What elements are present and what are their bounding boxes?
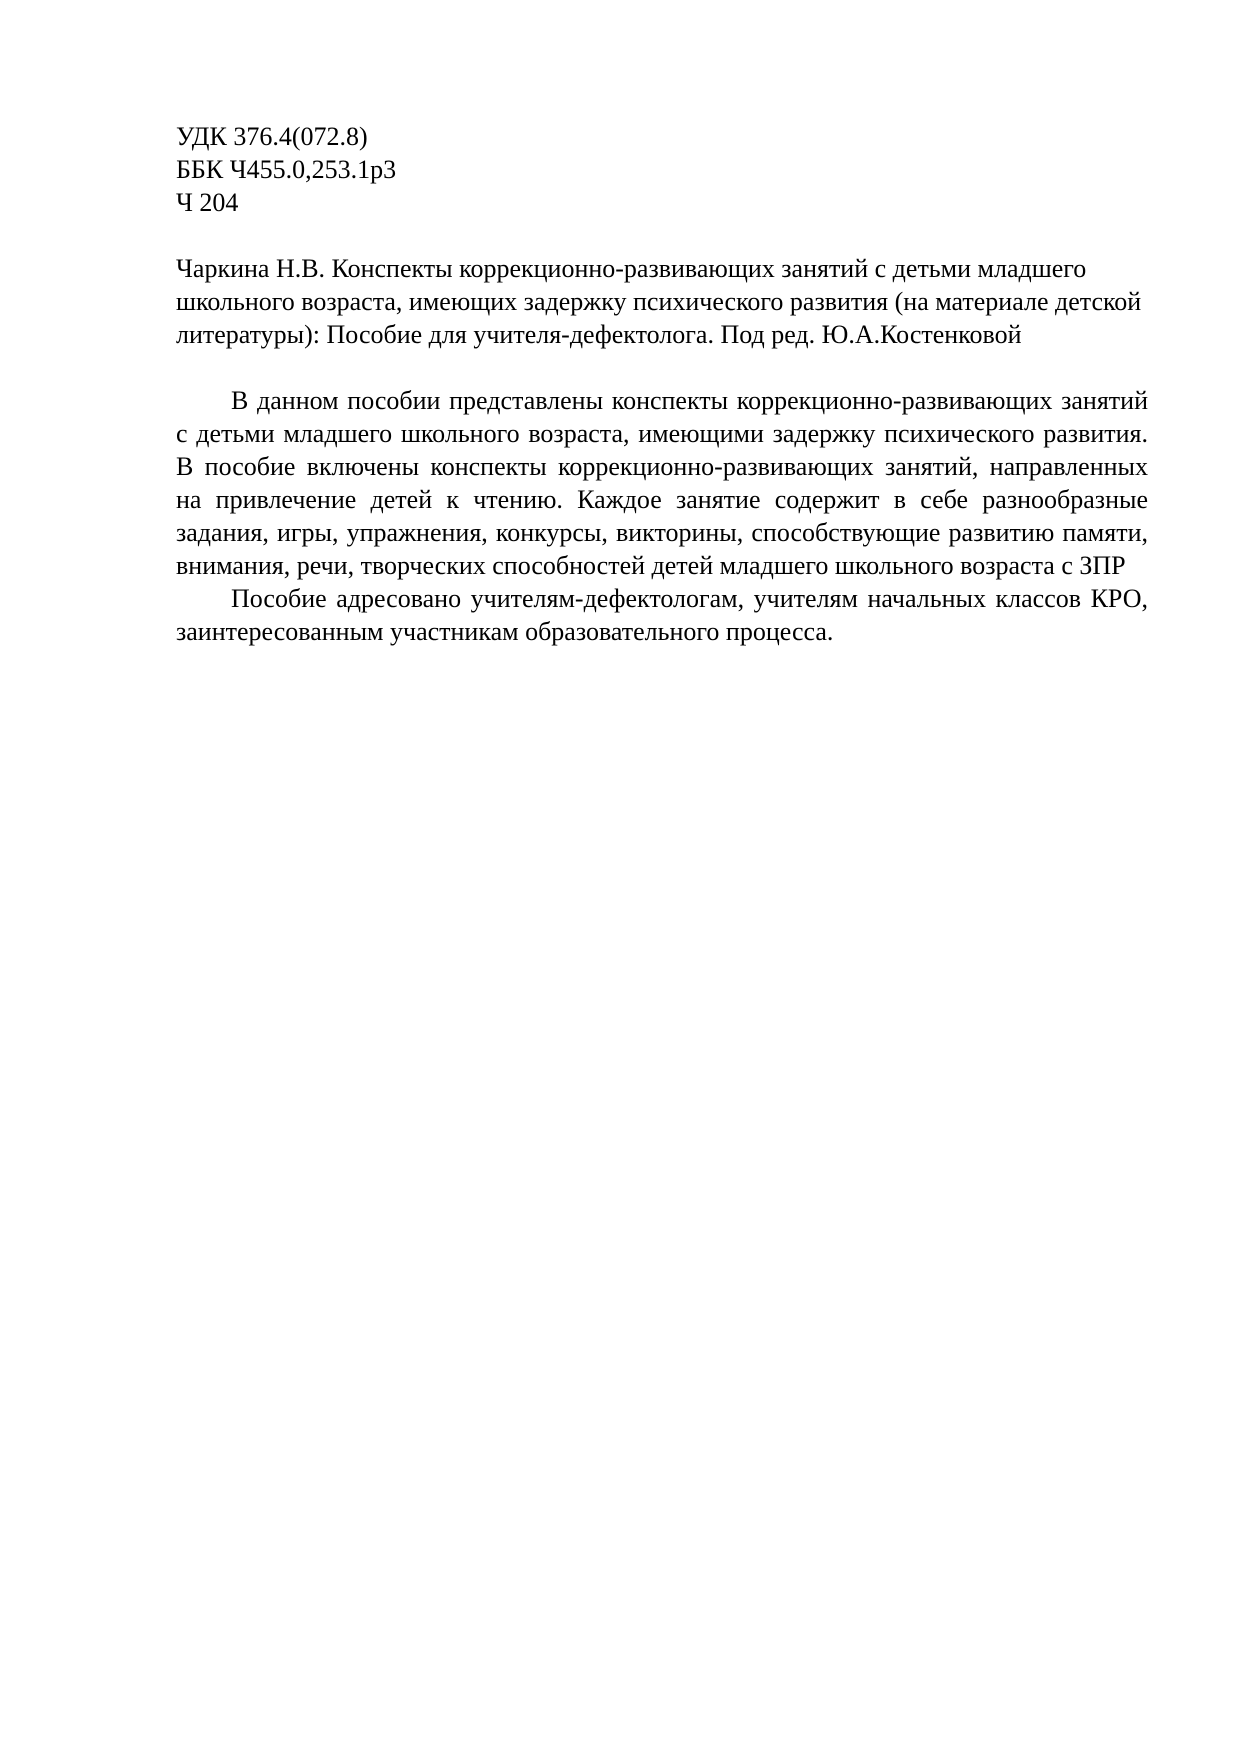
annotation — [176, 384, 1148, 648]
classification-codes — [176, 120, 1148, 219]
bbk-code: ББК Ч455.0,253.1р3 — [176, 155, 397, 184]
udk-code: УДК 376.4(072.8) — [176, 122, 368, 151]
author-mark: Ч 204 — [176, 188, 239, 217]
bibliographic-citation: Чаркина Н.В. Конспекты коррекционно-развивающих занятий с детьми младшего школьного возраста, имеющих задержку психического развития (на материале детской литературы): Пособие для учителя-дефектолога. Под ред. Ю.А.Костенковой — [176, 254, 1142, 349]
audience-paragraph: Пособие адресовано учителям-дефектологам, учителям начальных классов КРО, заинтересованным участникам образовательного процесса. — [176, 584, 1148, 646]
annotation-paragraph: В данном пособии представлены конспекты коррекционно-развивающих занятий с детьми младшего школьного возраста, имеющими задержку психического развития. В пособие включены конспекты коррекционно-развивающих занятий, направленных на привлечение детей к чтению. Каждое занятие содержит в себе разнообразные задания, игры, упражнения, конкурсы, викторины, способствующие развитию памяти, внимания, речи, творческих способностей детей младшего школьного возраста с ЗПР — [176, 386, 1148, 580]
page-content — [176, 120, 1148, 648]
